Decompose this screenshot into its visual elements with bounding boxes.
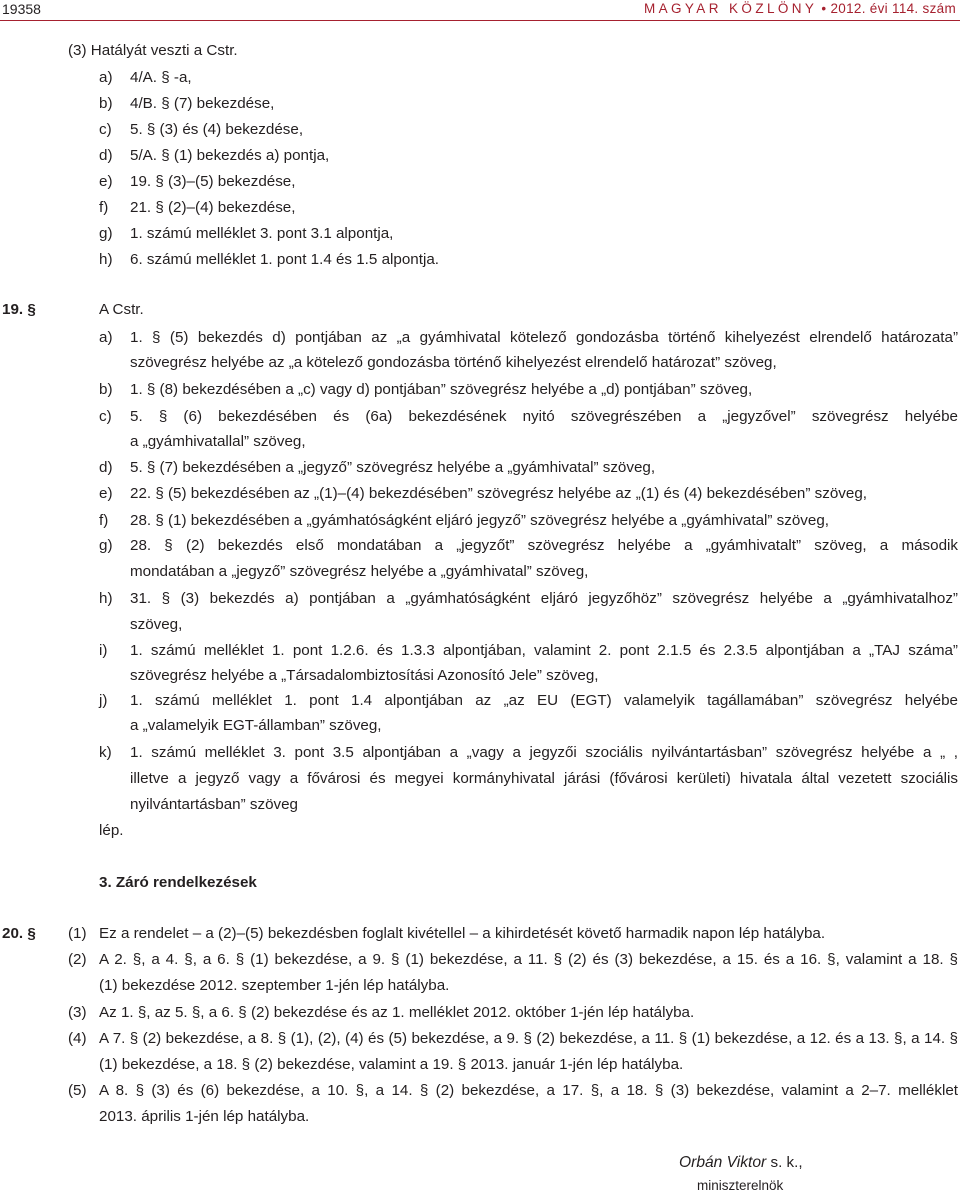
list-item-line: szövegrész helyébe a „Társadalombiztosítási Azonosító Jele” szöveg, [130, 667, 599, 684]
list-item-label: a) [99, 329, 113, 346]
paragraph-line: Ez a rendelet – a (2)–(5) bekezdésben foglalt kivétellel – a kihirdetését követő harmadik napon lép hatályba. [99, 925, 826, 942]
list-item-line: szövegrész helyébe az „a kötelező gondozásba történő kihelyezést elrendelő határozat” szöveg, [130, 354, 777, 371]
list-item-text: 4/B. § (7) bekezdése, [130, 95, 275, 112]
paragraph-line: 2013. április 1-jén lép hatályba. [99, 1108, 310, 1125]
paragraph-label: (2) [68, 951, 87, 968]
list-item-line: a „valamelyik EGT-államban” szöveg, [130, 717, 382, 734]
list-item-line: 28. § (1) bekezdésében a „gyámhatóságként eljáró jegyző” szövegrész helyébe a „gyámhivatal” szöveg, [130, 512, 830, 529]
list-item-label: e) [99, 173, 113, 190]
list-item-label: f) [99, 512, 109, 529]
list-item-label: i) [99, 642, 108, 659]
paragraph-line: (1) bekezdése, a 18. § (2) bekezdése, valamint a 19. § 2013. január 1-jén lép hatályba. [99, 1056, 684, 1073]
section-number: 19. § [2, 301, 36, 318]
list-item-line: 22. § (5) bekezdésében az „(1)–(4) bekezdésében” szövegrész helyébe az „(1) és (4) bekezdésében” szöveg, [130, 485, 867, 502]
list-item-label: f) [99, 199, 109, 216]
list-item-label: h) [99, 251, 113, 268]
paragraph-line: (1) bekezdése 2012. szeptember 1-jén lép hatályba. [99, 977, 450, 994]
paragraph-line: A 8. § (3) és (6) bekezdése, a 10. §, a 14. § (2) bekezdése, a 17. §, a 18. § (3) bekezdése, valamint a 2–7. melléklet [99, 1082, 958, 1099]
list-item-line: 5. § (6) bekezdésében és (6a) bekezdésének nyitó szövegrészében a „jegyzővel” szövegrész helyébe [130, 408, 958, 425]
signatory-suffix: s. k., [766, 1154, 803, 1171]
issue-number: 2012. évi 114. szám [830, 1, 956, 16]
list-item-label: a) [99, 69, 113, 86]
list-item-line: 1. számú melléklet 1. pont 1.4 alpontjában az „az EU (EGT) valamelyik tagállamában” szövegrész helyébe [130, 692, 958, 709]
section-intro: A Cstr. [99, 301, 144, 318]
list-item-line: 1. § (5) bekezdés d) pontjában az „a gyámhivatal kötelező gondozásba történő kihelyezést elrendelő határozata” [130, 329, 958, 346]
list-item-line: szöveg, [130, 616, 183, 633]
paragraph-line: A 7. § (2) bekezdése, a 8. § (1), (2), (4) és (5) bekezdése, a 9. § (2) bekezdése, a 11. § (1) bekezdése, a 12. és a 13. §, a 14. § [99, 1030, 958, 1047]
list-item-label: d) [99, 147, 113, 164]
list-item-line: 1. számú melléklet 3. pont 3.5 alpontjában a „vagy a jegyzői szociális nyilvántartásban” szövegrész helyébe a „ , [130, 744, 958, 761]
paragraph-label: (4) [68, 1030, 87, 1047]
list-item-text: 6. számú melléklet 1. pont 1.4 és 1.5 alpontja. [130, 251, 439, 268]
paragraph-label: (5) [68, 1082, 87, 1099]
list-item-label: b) [99, 95, 113, 112]
list-item-label: c) [99, 121, 112, 138]
list-item-line: mondatában a „jegyző” szövegrész helyébe a „gyámhivatal” szöveg, [130, 563, 589, 580]
paragraph-intro: (3) Hatályát veszti a Cstr. [68, 42, 238, 59]
signatory-name: Orbán Viktor [679, 1154, 767, 1171]
list-item-label: d) [99, 459, 113, 476]
paragraph-label: (1) [68, 925, 87, 942]
list-item-line: 1. számú melléklet 1. pont 1.2.6. és 1.3.3 alpontjában, valamint 2. pont 2.1.5 és 2.3.5 alpontjában a „TAJ száma” [130, 642, 958, 659]
page-number: 19358 [2, 1, 41, 17]
list-item-label: g) [99, 537, 113, 554]
list-item-line: 1. § (8) bekezdésében a „c) vagy d) pontjában” szövegrész helyébe a „d) pontjában” szöveg, [130, 381, 753, 398]
header-rule [0, 20, 960, 21]
paragraph-line: A 2. §, a 4. §, a 6. § (1) bekezdése, a 9. § (1) bekezdése, a 11. § (2) és (3) bekezdése, a 15. és a 16. §, valamint a 18. § [99, 951, 958, 968]
paragraph-line: Az 1. §, az 5. §, a 6. § (2) bekezdése és az 1. melléklet 2012. október 1-jén lép hatályba. [99, 1004, 695, 1021]
closing-word: lép. [99, 822, 124, 839]
list-item-line: 5. § (7) bekezdésében a „jegyző” szövegrész helyébe a „gyámhivatal” szöveg, [130, 459, 656, 476]
signature [679, 1154, 803, 1172]
gazette-name: MAGYAR KÖZLÖNY [643, 1, 818, 16]
paragraph-label: (3) [68, 1004, 87, 1021]
list-item-label: g) [99, 225, 113, 242]
list-item-text: 21. § (2)–(4) bekezdése, [130, 199, 296, 216]
page-header [0, 0, 960, 22]
list-item-label: k) [99, 744, 112, 761]
list-item-text: 1. számú melléklet 3. pont 3.1 alpontja, [130, 225, 394, 242]
chapter-title: 3. Záró rendelkezések [99, 874, 257, 891]
list-item-line: 31. § (3) bekezdés a) pontjában a „gyámhatóságként eljáró jegyzőhöz” szövegrész helyébe a „gyámhivatalhoz” [130, 590, 958, 607]
list-item-label: e) [99, 485, 113, 502]
list-item-text: 5/A. § (1) bekezdés a) pontja, [130, 147, 330, 164]
list-item-line: nyilvántartásban” szöveg [130, 796, 298, 813]
masthead: MAGYAR KÖZLÖNY • 2012. évi 114. szám [643, 1, 956, 16]
list-item-label: h) [99, 590, 113, 607]
list-item-line: a „gyámhivatallal” szöveg, [130, 433, 306, 450]
section-number: 20. § [2, 925, 36, 942]
signatory-title: miniszterelnök [697, 1178, 784, 1193]
list-item-text: 4/A. § -a, [130, 69, 192, 86]
list-item-label: b) [99, 381, 113, 398]
list-item-line: illetve a jegyző vagy a fővárosi és megyei kormányhivatal járási (fővárosi kerületi) hivatala által vezetett szociális [130, 770, 958, 787]
list-item-text: 5. § (3) és (4) bekezdése, [130, 121, 304, 138]
list-item-line: 28. § (2) bekezdés első mondatában a „jegyzőt” szövegrész helyébe a „gyámhivatalt” szöveg, a második [130, 537, 958, 554]
list-item-label: c) [99, 408, 112, 425]
list-item-text: 19. § (3)–(5) bekezdése, [130, 173, 296, 190]
list-item-label: j) [99, 692, 108, 709]
